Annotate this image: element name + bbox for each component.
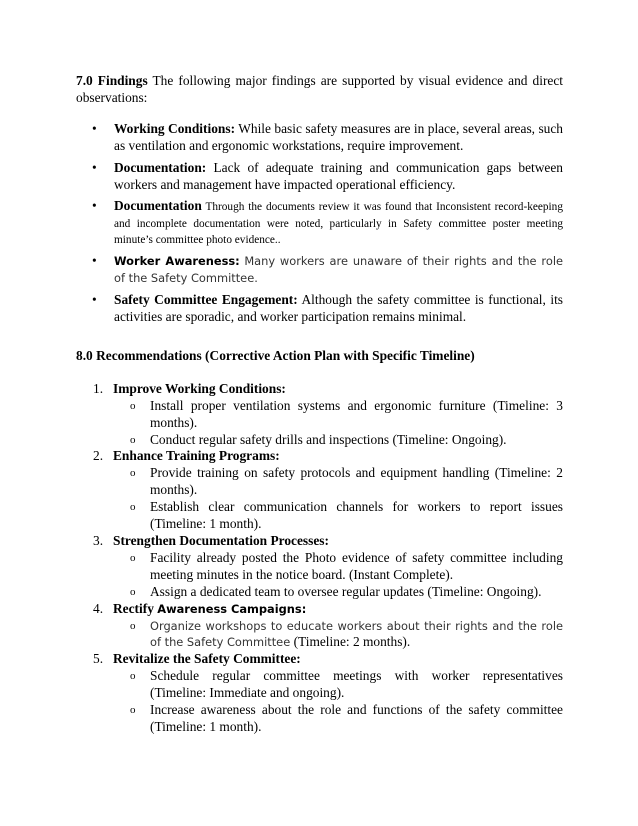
bullet-icon: • bbox=[92, 159, 97, 175]
sub-list bbox=[113, 398, 563, 449]
sub-item bbox=[113, 668, 563, 702]
sub-item-text: Conduct regular safety drills and inspections (Timeline: Ongoing). bbox=[150, 431, 507, 447]
recommendations-list bbox=[76, 381, 563, 736]
circle-bullet-icon: o bbox=[130, 551, 136, 564]
finding-item bbox=[76, 292, 563, 326]
circle-bullet-icon: o bbox=[130, 433, 136, 446]
finding-item bbox=[76, 198, 563, 248]
sub-item-text: Schedule regular committee meetings with worker representatives (Timeline: Immediate and ongoing). bbox=[150, 668, 563, 701]
recommendations-heading: 8.0 Recommendations (Corrective Action Plan with Specific Timeline) bbox=[76, 347, 475, 363]
item-number: 1. bbox=[93, 380, 104, 396]
recommendation-title-continued: Awareness Campaigns: bbox=[157, 601, 307, 616]
sub-item bbox=[113, 584, 563, 601]
recommendation-item bbox=[76, 381, 563, 449]
circle-bullet-icon: o bbox=[130, 467, 136, 480]
circle-bullet-icon: o bbox=[130, 501, 136, 514]
finding-label: Worker Awareness: bbox=[114, 254, 240, 269]
finding-label: Documentation bbox=[114, 198, 202, 214]
sub-item-text: Facility already posted the Photo evidence of safety committee including meeting minutes in the notice board. (Instant Complete). bbox=[150, 549, 563, 582]
sub-item bbox=[113, 398, 563, 432]
bullet-icon: • bbox=[92, 120, 97, 136]
sub-item-text: Organize workshops to educate workers about their rights and the role of the Safety Committee bbox=[150, 618, 563, 650]
sub-item-text: Establish clear communication channels for workers to report issues (Timeline: 1 month). bbox=[150, 499, 563, 532]
recommendation-title: Strengthen Documentation Processes: bbox=[113, 533, 329, 549]
sub-item bbox=[113, 550, 563, 584]
item-number: 4. bbox=[93, 600, 104, 616]
finding-text: Although the safety committee is functional, its activities are sporadic, and worker participation remains minimal. bbox=[114, 292, 564, 325]
recommendation-title: Rectify bbox=[113, 600, 154, 616]
sub-list bbox=[113, 618, 563, 652]
finding-text: Lack of adequate training and communication gaps between workers and management have impacted operational efficiency. bbox=[114, 159, 563, 192]
finding-text: While basic safety measures are in place, several areas, such as ventilation and ergonomic workstations, require improvement. bbox=[114, 120, 564, 153]
item-number: 3. bbox=[93, 533, 104, 549]
finding-label: Working Conditions: bbox=[114, 120, 236, 136]
findings-intro: The following major findings are supported by visual evidence and direct observations: bbox=[76, 73, 564, 105]
sub-item-text: Provide training on safety protocols and equipment handling (Timeline: 2 months). bbox=[150, 465, 563, 498]
sub-item bbox=[113, 618, 563, 652]
bullet-icon: • bbox=[92, 292, 97, 308]
sub-item bbox=[113, 702, 563, 736]
recommendation-title: Revitalize the Safety Committee: bbox=[113, 651, 301, 667]
circle-bullet-icon: o bbox=[130, 399, 136, 412]
findings-intro-paragraph bbox=[76, 73, 563, 107]
sub-item bbox=[113, 432, 563, 449]
recommendation-item bbox=[76, 601, 563, 652]
item-number: 2. bbox=[93, 448, 104, 464]
sub-item-text: Assign a dedicated team to oversee regular updates (Timeline: Ongoing). bbox=[150, 583, 542, 599]
circle-bullet-icon: o bbox=[130, 619, 136, 632]
recommendation-title: Enhance Training Programs: bbox=[113, 448, 280, 464]
sub-list bbox=[113, 668, 563, 736]
bullet-icon: • bbox=[92, 253, 97, 269]
sub-item-timeline: (Timeline: 2 months). bbox=[293, 634, 411, 650]
sub-item-text: Install proper ventilation systems and ergonomic furniture (Timeline: 3 months). bbox=[150, 397, 563, 430]
finding-item bbox=[76, 121, 563, 155]
sub-item bbox=[113, 499, 563, 533]
recommendation-title: Improve Working Conditions: bbox=[113, 380, 286, 396]
finding-item bbox=[76, 160, 563, 194]
sub-list bbox=[113, 465, 563, 533]
circle-bullet-icon: o bbox=[130, 670, 136, 683]
item-number: 5. bbox=[93, 651, 104, 667]
sub-item bbox=[113, 465, 563, 499]
circle-bullet-icon: o bbox=[130, 704, 136, 717]
finding-item bbox=[76, 253, 563, 287]
circle-bullet-icon: o bbox=[130, 585, 136, 598]
findings-list bbox=[76, 121, 563, 326]
bullet-icon: • bbox=[92, 198, 97, 214]
finding-label: Safety Committee Engagement: bbox=[114, 292, 298, 308]
recommendation-item bbox=[76, 448, 563, 533]
sub-list bbox=[113, 550, 563, 601]
sub-item-text: Increase awareness about the role and functions of the safety committee (Timeline: 1 month). bbox=[150, 702, 563, 734]
finding-label: Documentation: bbox=[114, 159, 207, 175]
finding-text: Through the documents review it was found that Inconsistent record-keeping and incomplete documentation were noted, particularly in Safety committee poster meeting minute’s committee photo evidence.. bbox=[114, 201, 563, 247]
finding-text: Many workers are unaware of their rights and the role of the Safety Committee. bbox=[114, 254, 563, 286]
document-page bbox=[76, 73, 563, 736]
recommendation-item bbox=[76, 651, 563, 736]
recommendation-item bbox=[76, 533, 563, 601]
findings-heading: 7.0 Findings bbox=[76, 73, 148, 88]
